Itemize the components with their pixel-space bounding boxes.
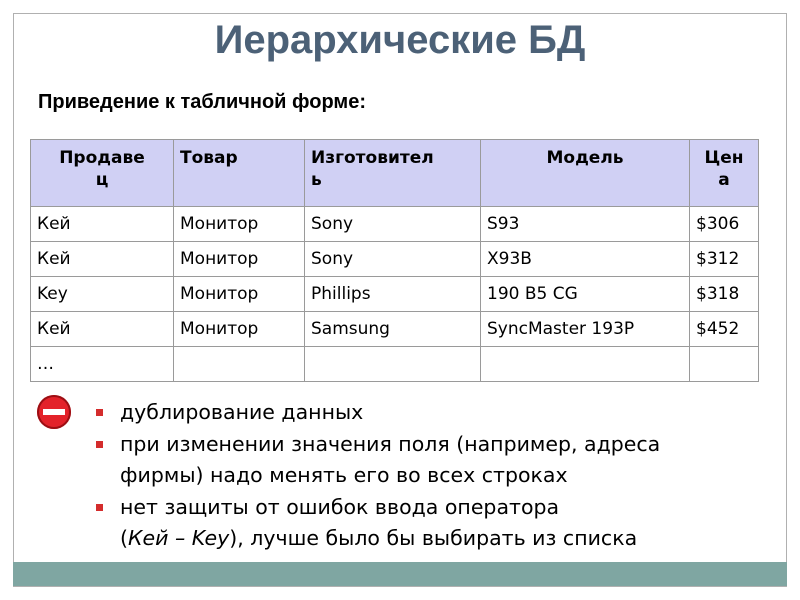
list-item — [96, 492, 756, 555]
table-cell: Кей — [31, 242, 174, 277]
table-cell: Sony — [305, 207, 481, 242]
list-item-text: ( — [120, 526, 128, 550]
bullet-square-icon — [96, 441, 103, 448]
header-product: Товар — [174, 140, 305, 207]
table-cell: Кей — [31, 207, 174, 242]
table-cell — [690, 347, 759, 382]
table-cell: $306 — [690, 207, 759, 242]
table-row — [31, 312, 759, 347]
footer-bar — [13, 562, 787, 586]
table-cell: $318 — [690, 277, 759, 312]
table-cell: Монитор — [174, 207, 305, 242]
table-row — [31, 347, 759, 382]
table-cell: Key — [31, 277, 174, 312]
no-entry-icon — [37, 395, 71, 429]
bullet-square-icon — [96, 504, 103, 511]
list-item-text: при изменении значения поля (например, адреса — [120, 431, 661, 456]
table-cell: Кей — [31, 312, 174, 347]
table-row — [31, 242, 759, 277]
header-price: Цен а — [690, 140, 759, 207]
drawbacks-list — [96, 397, 756, 555]
table-cell: X93B — [481, 242, 690, 277]
header-model: Модель — [481, 140, 690, 207]
data-table — [30, 139, 759, 382]
list-item — [96, 397, 756, 429]
list-item-text: нет защиты от ошибок ввода оператора — [120, 494, 560, 519]
list-item-text: фирмы) надо менять его во всех строках — [120, 463, 568, 487]
bullet-square-icon — [96, 409, 103, 416]
list-item-text: дублирование данных — [120, 400, 364, 424]
table-cell: Phillips — [305, 277, 481, 312]
table-cell: $452 — [690, 312, 759, 347]
table-cell: Монитор — [174, 312, 305, 347]
no-entry-bar — [43, 409, 65, 415]
list-item — [96, 429, 756, 492]
table-cell: $312 — [690, 242, 759, 277]
table-cell: 190 B5 CG — [481, 277, 690, 312]
list-item-text: ), лучше было бы выбирать из списка — [229, 526, 638, 550]
table-cell: Монитор — [174, 242, 305, 277]
table-row — [31, 277, 759, 312]
slide-title: Иерархические БД — [214, 18, 586, 62]
table-cell: … — [31, 347, 174, 382]
slide-subtitle: Приведение к табличной форме: — [38, 91, 366, 113]
table-cell: Sony — [305, 242, 481, 277]
table-row — [31, 207, 759, 242]
header-seller: Продаве ц — [31, 140, 174, 207]
table-cell — [305, 347, 481, 382]
list-item-emphasis: Кей – Key — [128, 526, 230, 550]
table-header-row — [31, 140, 759, 207]
table-cell — [481, 347, 690, 382]
table-cell — [174, 347, 305, 382]
header-manufacturer: Изготовител ь — [305, 140, 481, 207]
table-cell: Samsung — [305, 312, 481, 347]
table-cell: SyncMaster 193P — [481, 312, 690, 347]
table-cell: Монитор — [174, 277, 305, 312]
table-cell: S93 — [481, 207, 690, 242]
